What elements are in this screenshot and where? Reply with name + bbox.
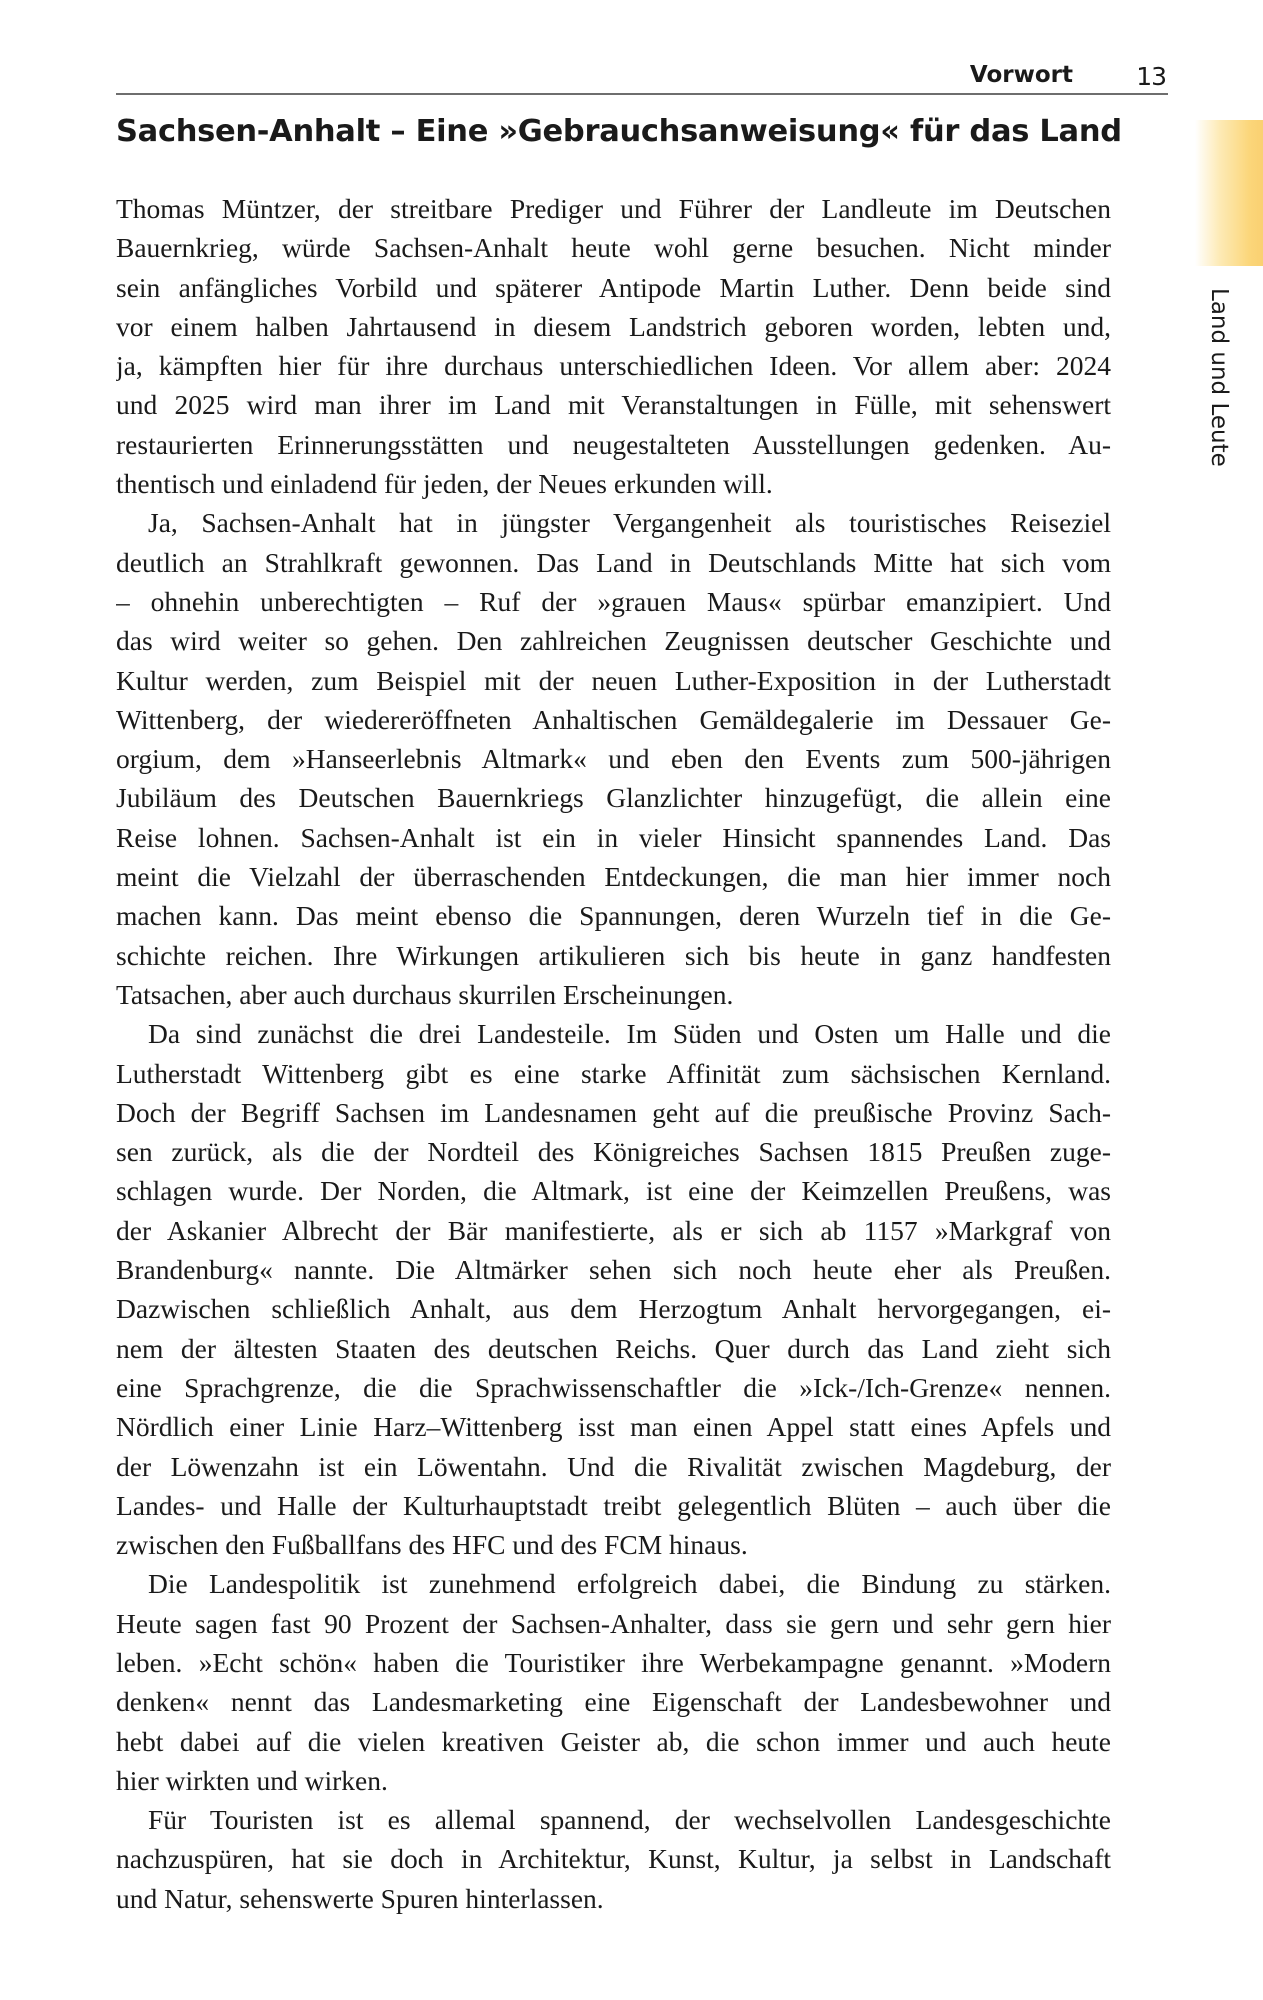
text-line: der Löwenzahn ist ein Löwentahn. Und die Rivalität zwischen Magdeburg, der <box>116 1450 1111 1482</box>
text-line: leben. »Echt schön« haben die Touristiker ihre Werbekampagne genannt. »Modern <box>116 1646 1111 1678</box>
text-line: hebt dabei auf die vielen kreativen Geister ab, die schon immer und auch heute <box>116 1725 1111 1757</box>
text-line: zwischen den Fußballfans des HFC und des FCM hinaus. <box>116 1529 748 1561</box>
text-line: Kultur werden, zum Beispiel mit der neuen Luther-Exposition in der Lutherstadt <box>116 664 1111 696</box>
paragraph <box>116 503 1111 1014</box>
body-text <box>116 189 1111 1918</box>
text-line: machen kann. Das meint ebenso die Spannungen, deren Wurzeln tief in die Ge- <box>116 900 1111 932</box>
text-line: schichte reichen. Ihre Wirkungen artikulieren sich bis heute in ganz handfesten <box>116 939 1111 971</box>
text-line: Die Landespolitik ist zunehmend erfolgreich dabei, die Bindung zu stärken. <box>148 1568 1111 1600</box>
chapter-thumb-tab <box>1195 120 1263 266</box>
running-head <box>116 56 1168 95</box>
text-line: Nördlich einer Linie Harz–Wittenberg isst man einen Appel statt eines Apfels und <box>116 1411 1111 1443</box>
text-line: Jubiläum des Deutschen Bauernkriegs Glanzlichter hinzugefügt, die allein eine <box>116 782 1111 814</box>
page-number: 13 <box>1136 62 1166 91</box>
text-line: Reise lohnen. Sachsen-Anhalt ist ein in vieler Hinsicht spannendes Land. Das <box>116 821 1111 853</box>
text-line: Ja, Sachsen-Anhalt hat in jüngster Vergangenheit als touristisches Reiseziel <box>148 507 1111 539</box>
text-line: Doch der Begriff Sachsen im Landesnamen geht auf die preußische Provinz Sach- <box>116 1096 1111 1128</box>
text-line: – ohnehin unberechtigten – Ruf der »grauen Maus« spürbar emanzipiert. Und <box>116 585 1111 617</box>
paragraph <box>116 1564 1111 1800</box>
text-line: Wittenberg, der wiedereröffneten Anhaltischen Gemäldegalerie im Dessauer Ge- <box>116 703 1111 735</box>
text-line: Heute sagen fast 90 Prozent der Sachsen-Anhalter, dass sie gern und sehr gern hier <box>116 1607 1111 1639</box>
chapter-side-label: Land und Leute <box>1206 288 1232 467</box>
text-line: restaurierten Erinnerungsstätten und neugestalteten Ausstellungen gedenken. Au- <box>116 428 1111 460</box>
text-line: der Askanier Albrecht der Bär manifestierte, als er sich ab 1157 »Markgraf von <box>116 1214 1111 1246</box>
text-line: Brandenburg« nannte. Die Altmärker sehen sich noch heute eher als Preußen. <box>116 1254 1111 1286</box>
text-line: und Natur, sehenswerte Spuren hinterlassen. <box>116 1882 604 1914</box>
text-line: Dazwischen schließlich Anhalt, aus dem Herzogtum Anhalt hervorgegangen, ei- <box>116 1293 1111 1325</box>
text-line: Lutherstadt Wittenberg gibt es eine starke Affinität zum sächsischen Kernland. <box>116 1057 1111 1089</box>
running-head-section: Vorwort <box>969 62 1073 88</box>
paragraph <box>116 1014 1111 1564</box>
text-line: thentisch und einladend für jeden, der Neues erkunden will. <box>116 468 773 500</box>
text-line: vor einem halben Jahrtausend in diesem Landstrich geboren worden, lebten und, <box>116 310 1111 342</box>
paragraph <box>116 189 1111 503</box>
text-line: Bauernkrieg, würde Sachsen-Anhalt heute wohl gerne besuchen. Nicht minder <box>116 232 1111 264</box>
text-line: meint die Vielzahl der überraschenden Entdeckungen, die man hier immer noch <box>116 861 1111 893</box>
text-line: das wird weiter so gehen. Den zahlreichen Zeugnissen deutscher Geschichte und <box>116 625 1111 657</box>
paragraph <box>116 1800 1111 1918</box>
text-line: nachzuspüren, hat sie doch in Architektur, Kunst, Kultur, ja selbst in Landschaft <box>116 1843 1111 1875</box>
text-line: Tatsachen, aber auch durchaus skurrilen Erscheinungen. <box>116 978 734 1010</box>
text-line: ja, kämpften hier für ihre durchaus unterschiedlichen Ideen. Vor allem aber: 2024 <box>116 350 1111 382</box>
text-line: sein anfängliches Vorbild und späterer Antipode Martin Luther. Denn beide sind <box>116 271 1111 303</box>
text-line: schlagen wurde. Der Norden, die Altmark, ist eine der Keimzellen Preußens, was <box>116 1175 1111 1207</box>
text-line: nem der ältesten Staaten des deutschen Reichs. Quer durch das Land zieht sich <box>116 1332 1111 1364</box>
text-line: Für Touristen ist es allemal spannend, der wechselvollen Landesgeschichte <box>148 1804 1111 1836</box>
text-line: Thomas Müntzer, der streitbare Prediger und Führer der Landleute im Deutschen <box>116 193 1111 224</box>
text-line: deutlich an Strahlkraft gewonnen. Das Land in Deutschlands Mitte hat sich vom <box>116 546 1111 578</box>
text-line: sen zurück, als die der Nordteil des Königreiches Sachsen 1815 Preußen zuge- <box>116 1136 1111 1168</box>
text-line: orgium, dem »Hanseerlebnis Altmark« und eben den Events zum 500-jährigen <box>116 743 1111 775</box>
text-line: Landes- und Halle der Kulturhauptstadt treibt gelegentlich Blüten – auch über die <box>116 1489 1111 1521</box>
text-line: und 2025 wird man ihrer im Land mit Veranstaltungen in Fülle, mit sehenswert <box>116 389 1111 421</box>
text-line: hier wirkten und wirken. <box>116 1764 388 1796</box>
text-line: Da sind zunächst die drei Landesteile. Im Süden und Osten um Halle und die <box>148 1018 1111 1050</box>
text-line: eine Sprachgrenze, die die Sprachwissenschaftler die »Ick-/Ich-Grenze« nennen. <box>116 1371 1111 1403</box>
text-line: denken« nennt das Landesmarketing eine Eigenschaft der Landesbewohner und <box>116 1686 1111 1718</box>
chapter-title: Sachsen-Anhalt – Eine »Gebrauchsanweisung« für das Land <box>116 114 1122 149</box>
